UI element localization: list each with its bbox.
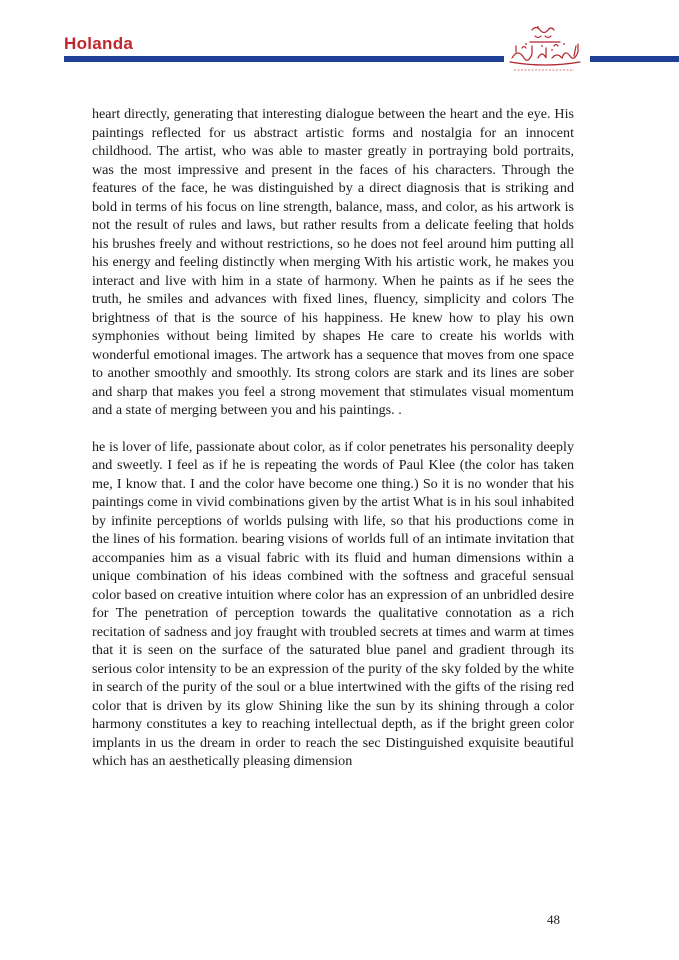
page-number: 48	[547, 912, 560, 927]
section-title: Holanda	[64, 34, 134, 53]
header-rule-right	[590, 56, 679, 62]
article-body	[92, 105, 574, 771]
paragraph: he is lover of life, passionate about color, as if color penetrates his personality deeply and sweetly. I feel as if he is repeating the words of Paul Klee (the color has taken me, I know that. I and the color have become one thing.) So it is no wonder that his paintings come in vivid combinations given by the artist What is in his soul inhabited by infinite perceptions of worlds pulsing with life, so that his productions come in the lines of his formation. bearing visions of worlds full of an intimate invitation that accompanies him as a visual fabric with its fluid and human dimensions within a unique combination of his ideas combined with the softness and graceful sensual color based on creative intuition where color has an expression of an unbridled desire for The penetration of perception towards the qualitative connotation as a rich recitation of sadness and joy fraught with troubled secrets at times and warm at times that it is seen on the surface of the saturated blue panel and gradient through its serious color intensity to be an expression of the purity of the sky folded by the white in search of the purity of the soul or a blue intertwined with the gifts of the rising red color that is driven by its glow Shining like the sun by its shining through a color harmony constitutes a key to reaching intellectual depth, as if the bright green color implants in us the dream in order to reach the sec Distinguished exquisite beautiful which has an aesthetically pleasing dimension	[92, 438, 574, 769]
arabic-calligraphy-logo	[502, 22, 588, 76]
paragraph: heart directly, generating that interesting dialogue between the heart and the eye. His paintings reflected for us abstract artistic forms and nostalgia for an innocent childhood. The artist, who was able to master greatly in portraying bold portraits, was the most impressive and present in the faces of his characters. Through the features of the face, he was distinguished by a direct diagnosis that is striking and bold in terms of his focus on line strength, balance, mass, and color, as his artwork is not the result of rules and laws, but rather results from a delicate feeling that holds his brushes freely and without restrictions, so he does not feel around him putting all his energy and feeling distinctly when merging With his artistic work, he makes you interact and live with him in a state of harmony. When he paints as if he sees the truth, he smiles and advances with fixed lines, fluency, simplicity and colors The brightness of that is the source of his happiness. He knew how to play his own symphonies without being limited by shapes He care to create his worlds with wonderful emotional images. The artwork has a sequence that moves from one space to another smoothly and smoothly. Its strong colors are stark and its lines are sober and sharp that makes you feel a strong movement that stimulates visual momentum and a state of merging between you and his paintings. .	[92, 106, 574, 418]
header-rule	[64, 56, 504, 62]
